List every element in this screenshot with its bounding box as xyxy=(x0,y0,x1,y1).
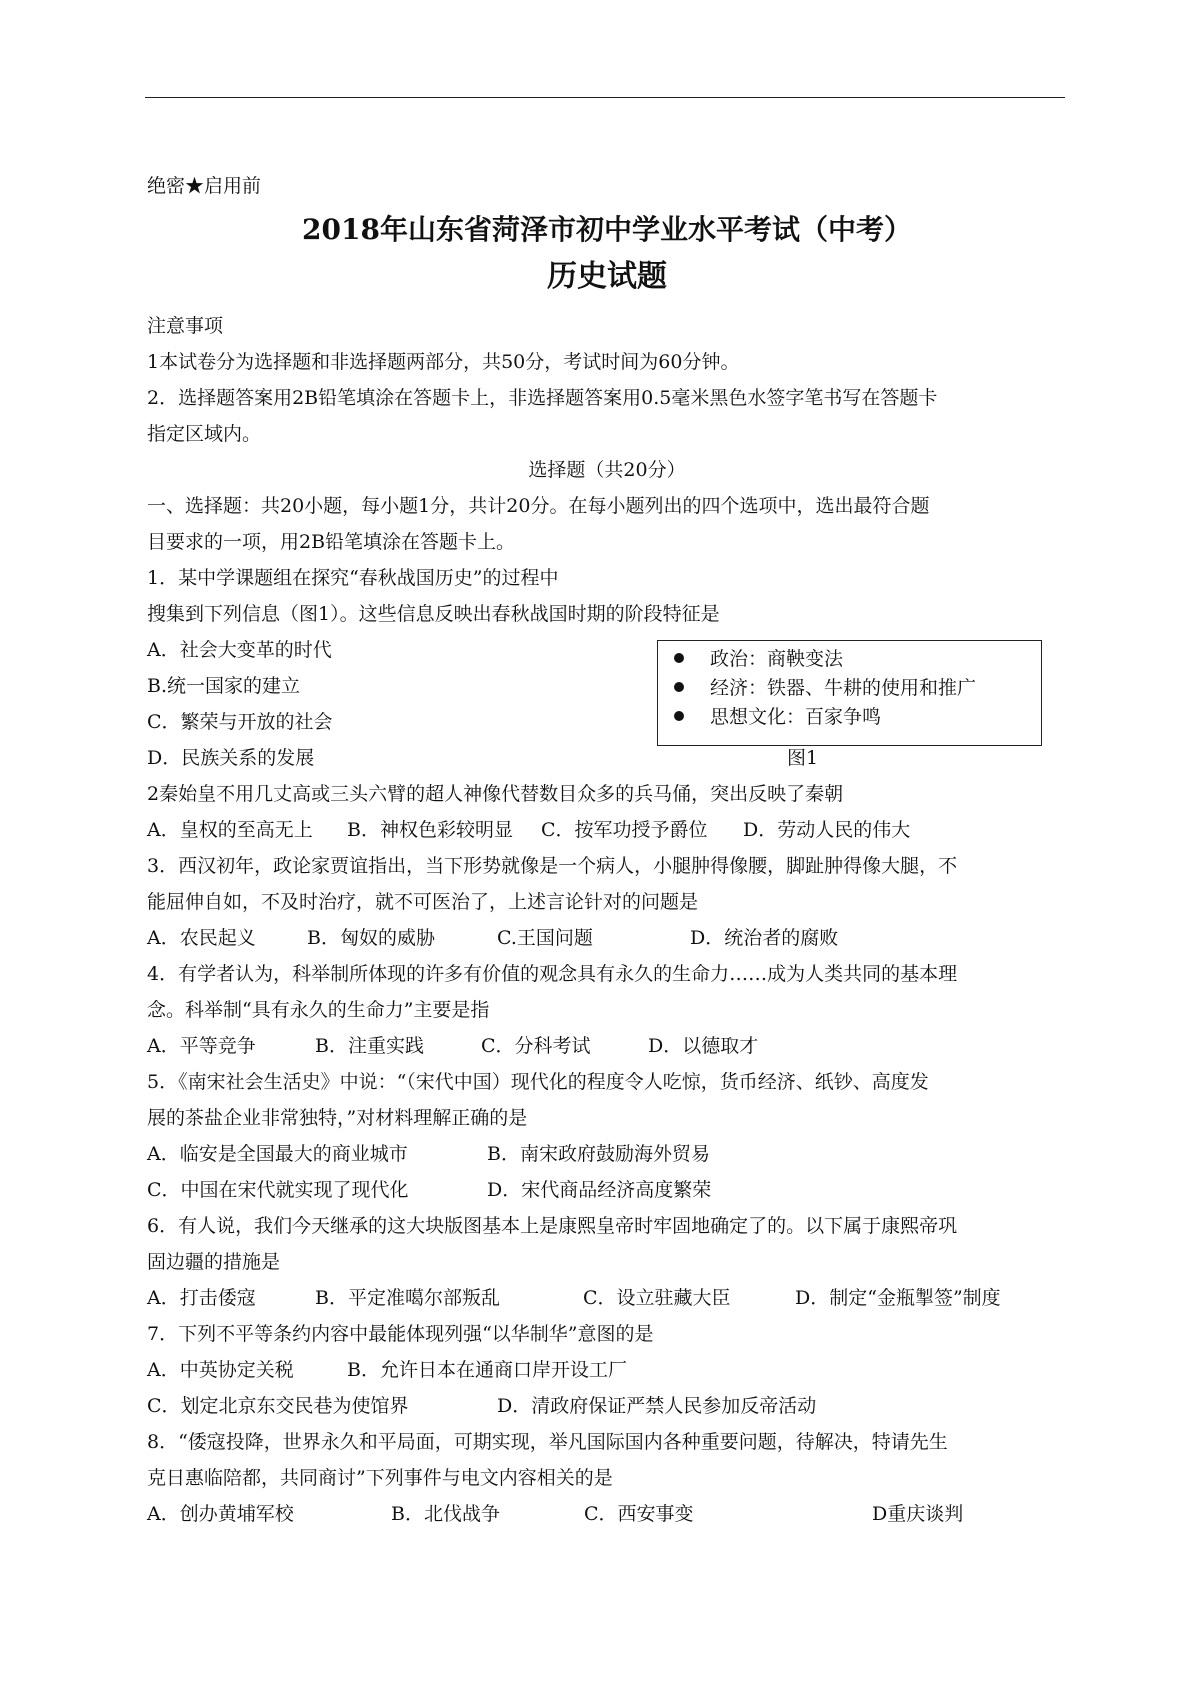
q5-option-a: A．临安是全国最大的商业城市 xyxy=(147,1143,408,1165)
q4-options xyxy=(147,1028,1067,1064)
q8-option-d: D重庆谈判 xyxy=(872,1503,964,1525)
notice-item-1: 1本试卷分为选择题和非选择题两部分，共50分，考试时间为60分钟。 xyxy=(147,351,740,373)
q4-option-b: B．注重实践 xyxy=(315,1035,424,1057)
q6-option-c: C．设立驻藏大臣 xyxy=(583,1287,731,1309)
exam-subtitle: 历史试题 xyxy=(547,259,667,294)
q8-option-a: A．创办黄埔军校 xyxy=(147,1503,294,1525)
section-intro-line-2: 目要求的一项，用2B铅笔填涂在答题卡上。 xyxy=(147,531,516,553)
bullet-icon xyxy=(674,653,684,663)
q8-stem-line-1: 8．“倭寇投降，世界永久和平局面，可期实现，举凡国际国内各种重要问题，待解决，特请先生 xyxy=(147,1431,948,1453)
q2-option-c: C．按军功授予爵位 xyxy=(541,819,708,841)
q3-option-d: D．统治者的腐败 xyxy=(690,927,839,949)
q5-options-row-1 xyxy=(147,1136,1067,1172)
section-heading: 选择题（共20分） xyxy=(528,459,686,481)
q4-option-c: C．分科考试 xyxy=(481,1035,591,1057)
q5-option-c: C．中国在宋代就实现了现代化 xyxy=(147,1179,409,1201)
q6-options xyxy=(147,1280,1067,1316)
q7-option-b: B．允许日本在通商口岸开设工厂 xyxy=(347,1359,627,1381)
q2-stem: 2秦始皇不用几丈高或三头六臂的超人神像代替数目众多的兵马俑，突出反映了秦朝 xyxy=(147,783,844,805)
q7-option-a: A．中英协定关税 xyxy=(147,1359,294,1381)
q5-option-d: D．宋代商品经济高度繁荣 xyxy=(487,1179,712,1201)
q2-option-a: A．皇权的至高无上 xyxy=(147,819,313,841)
q3-option-c: C.王国问题 xyxy=(497,927,593,949)
section-intro-line-1: 一、选择题：共20小题，每小题1分，共计20分。在每小题列出的四个选项中，选出最符合题 xyxy=(147,495,930,517)
q3-stem-line-1: 3．西汉初年，政论家贾谊指出，当下形势就像是一个病人，小腿肿得像腰，脚趾肿得像大腿，不 xyxy=(147,855,958,877)
q4-stem-line-1: 4．有学者认为，科举制所体现的许多有价值的观念具有永久的生命力……成为人类共同的基本理 xyxy=(147,963,958,985)
bullet-icon xyxy=(674,711,684,721)
q1-option-d: D．民族关系的发展 xyxy=(147,747,315,769)
q8-option-c: C．西安事变 xyxy=(584,1503,694,1525)
q8-option-b: B．北伐战争 xyxy=(391,1503,500,1525)
q3-options xyxy=(147,920,1067,956)
q7-options-row-2 xyxy=(147,1388,1067,1424)
q7-option-d: D．清政府保证严禁人民参加反帝活动 xyxy=(497,1395,817,1417)
q4-stem-line-2: 念。科举制“具有永久的生命力”主要是指 xyxy=(147,999,490,1021)
q1-box-item xyxy=(674,703,1041,732)
q5-option-b: B．南宋政府鼓励海外贸易 xyxy=(487,1143,710,1165)
q5-stem-line-1: 5．《南宋社会生活史》中说：“（宋代中国）现代化的程度令人吃惊，货币经济、纸钞、高度发 xyxy=(147,1071,929,1093)
q1-info-box xyxy=(657,640,1042,746)
header-rule xyxy=(145,97,1065,98)
q6-stem-line-2: 固边疆的措施是 xyxy=(147,1251,281,1273)
q6-stem-line-1: 6．有人说，我们今天继承的这大块版图基本上是康熙皇帝时牢固地确定了的。以下属于康熙帝巩 xyxy=(147,1215,958,1237)
q1-option-b: B.统一国家的建立 xyxy=(147,675,301,697)
q1-options-area xyxy=(147,632,1067,776)
q3-option-b: B．匈奴的威胁 xyxy=(307,927,435,949)
q3-stem-line-2: 能屈伸自如，不及时治疗，就不可医治了，上述言论针对的问题是 xyxy=(147,891,699,913)
q1-option-c: C．繁荣与开放的社会 xyxy=(147,711,333,733)
q2-option-d: D．劳动人民的伟大 xyxy=(743,819,911,841)
q7-options-row-1 xyxy=(147,1352,1067,1388)
q4-option-d: D．以德取才 xyxy=(648,1035,759,1057)
q2-option-b: B．神权色彩较明显 xyxy=(347,819,513,841)
exam-title: 2018年山东省菏泽市初中学业水平考试（中考） xyxy=(302,213,912,246)
q1-box-item xyxy=(674,645,1041,674)
q6-option-d: D．制定“金瓶掣签”制度 xyxy=(795,1287,1001,1309)
q1-stem-line-2: 搜集到下列信息（图1）。这些信息反映出春秋战国时期的阶段特征是 xyxy=(147,603,720,625)
q5-options-row-2 xyxy=(147,1172,1067,1208)
q7-option-c: C．划定北京东交民巷为使馆界 xyxy=(147,1395,409,1417)
bullet-icon xyxy=(674,682,684,692)
q1-box-item-text: 经济：铁器、牛耕的使用和推广 xyxy=(710,677,977,699)
q1-box-item xyxy=(674,674,1041,703)
q1-box-item-text: 政治：商鞅变法 xyxy=(710,648,844,670)
q1-box-item-text: 思想文化：百家争鸣 xyxy=(710,706,882,728)
notice-item-2-line-1: 2．选择题答案用2B铅笔填涂在答题卡上，非选择题答案用0.5毫米黑色水签字笔书写在答题卡 xyxy=(147,387,938,409)
q1-figure-label: 图1 xyxy=(787,747,819,769)
q3-option-a: A．农民起义 xyxy=(147,927,256,949)
notice-heading: 注意事项 xyxy=(147,315,224,337)
q4-option-a: A．平等竞争 xyxy=(147,1035,256,1057)
secret-label: 绝密★启用前 xyxy=(147,175,262,197)
q2-options xyxy=(147,812,1067,848)
q1-stem-line-1: 1．某中学课题组在探究“春秋战国历史”的过程中 xyxy=(147,567,559,589)
q1-option-a: A．社会大变革的时代 xyxy=(147,639,332,661)
q5-stem-line-2: 展的茶盐企业非常独特，”对材料理解正确的是 xyxy=(147,1107,528,1129)
q8-stem-line-2: 克日惠临陪都，共同商讨”下列事件与电文内容相关的是 xyxy=(147,1467,613,1489)
q8-options xyxy=(147,1496,1067,1532)
q6-option-b: B．平定准噶尔部叛乱 xyxy=(315,1287,500,1309)
exam-page xyxy=(147,172,1067,1532)
q6-option-a: A．打击倭寇 xyxy=(147,1287,256,1309)
q7-stem: 7．下列不平等条约内容中最能体现列强“以华制华”意图的是 xyxy=(147,1323,654,1345)
notice-item-2-line-2: 指定区域内。 xyxy=(147,423,262,445)
